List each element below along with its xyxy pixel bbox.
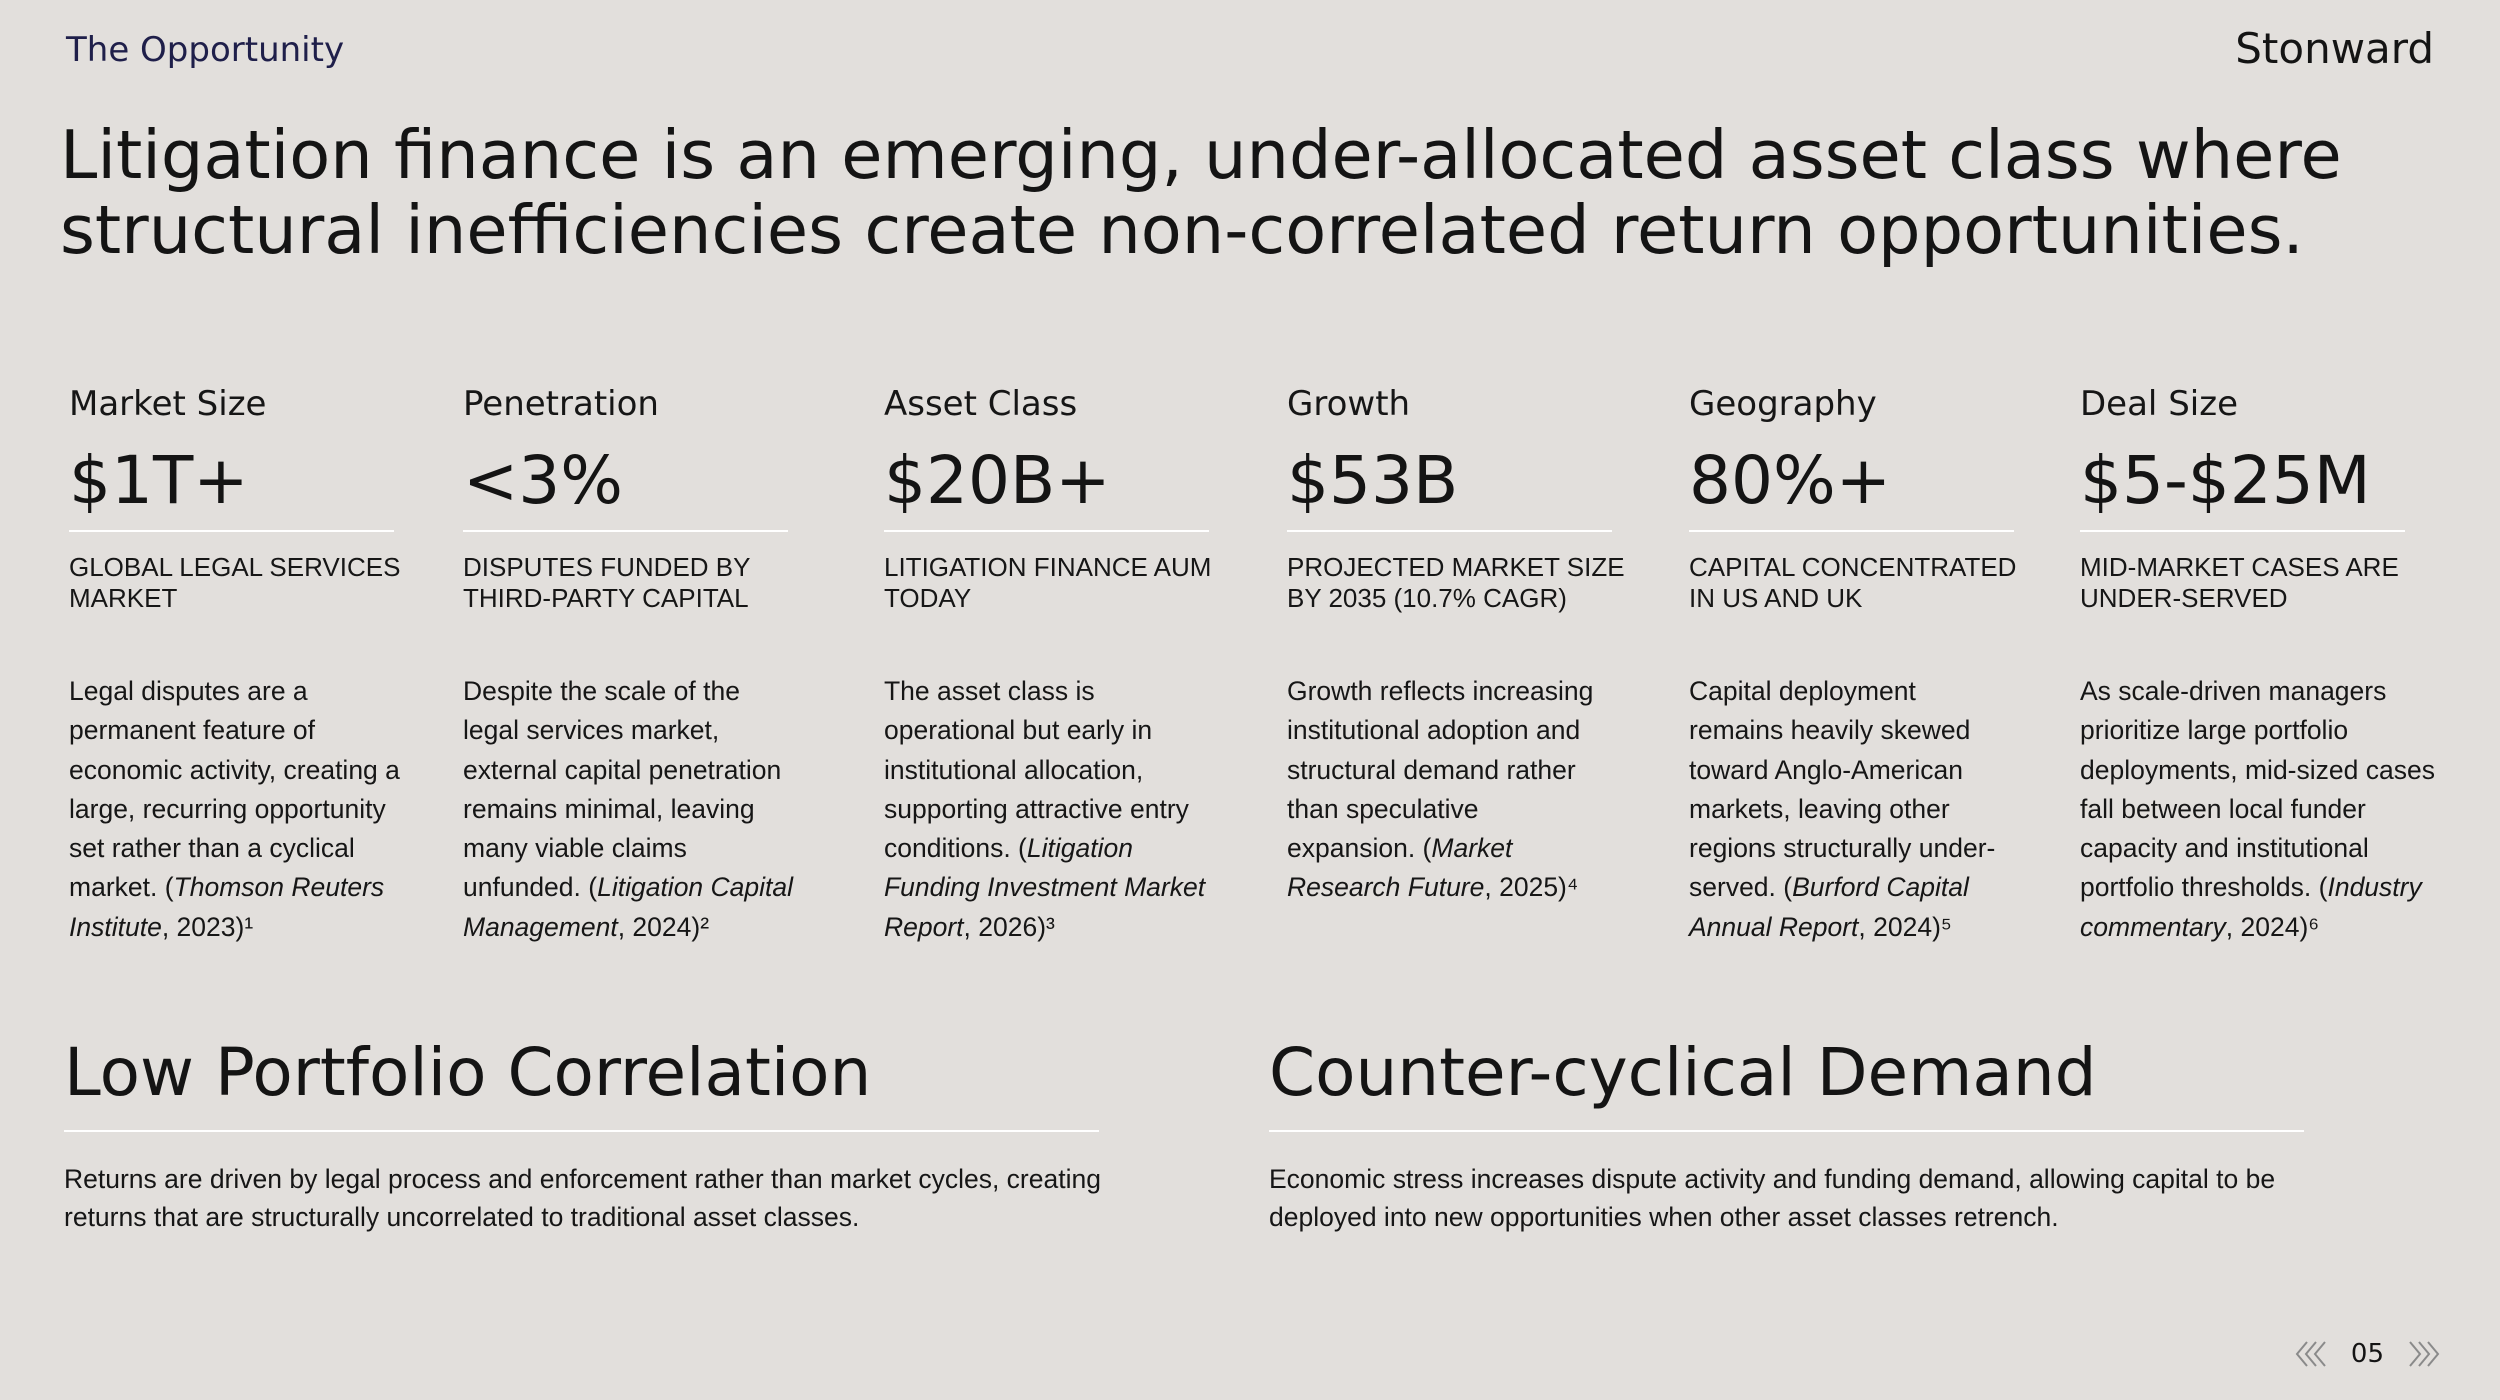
stat-description: The asset class is operational but early in institutional allocation, supporting attractive entry conditions. (Litigation Funding Investment Market Report, 2026)³	[884, 676, 1206, 942]
divider	[69, 530, 394, 532]
stat-growth	[1287, 382, 1627, 614]
divider	[463, 530, 788, 532]
stat-category: Market Size	[69, 384, 267, 424]
double-chevron-right-icon[interactable]	[2406, 1339, 2442, 1369]
stat-value: $1T+	[69, 442, 249, 519]
stat-value: $53B	[1287, 442, 1459, 519]
stat-caption: PROJECTED MARKET SIZE BY 2035 (10.7% CAGR)	[1287, 552, 1625, 613]
divider	[1689, 530, 2014, 532]
stat-deal-size	[2080, 382, 2420, 614]
brand-name: Stonward	[2235, 24, 2434, 73]
divider	[884, 530, 1209, 532]
stat-caption: GLOBAL LEGAL SERVICES MARKET	[69, 552, 401, 613]
stat-category: Asset Class	[884, 384, 1078, 424]
stat-description: Capital deployment remains heavily skewed toward Anglo-American markets, leaving other regions structurally under- served. (Burford Capital Annual Report, 2024)⁵	[1689, 676, 1996, 942]
stat-description: Despite the scale of the legal services market, external capital penetration remains minimal, leaving many viable claims unfunded. (Litigation Capital Management, 2024)²	[463, 676, 794, 942]
divider	[1269, 1130, 2304, 1132]
block-title: Counter-cyclical Demand	[1269, 1034, 2097, 1111]
stat-caption: CAPITAL CONCENTRATED IN US AND UK	[1689, 552, 2017, 613]
divider	[1287, 530, 1612, 532]
stat-asset-class	[884, 382, 1224, 614]
block-text: Returns are driven by legal process and enforcement rather than market cycles, creating returns that are structurally uncorrelated to traditional asset classes.	[64, 1164, 1101, 1232]
stat-value: $5-$25M	[2080, 442, 2371, 519]
double-chevron-left-icon[interactable]	[2293, 1339, 2329, 1369]
stat-value: <3%	[463, 442, 624, 519]
stat-category: Penetration	[463, 384, 659, 424]
stat-market-size	[69, 382, 409, 614]
counter-cyclical-demand-block	[1269, 1030, 2309, 1236]
stat-category: Deal Size	[2080, 384, 2238, 424]
stat-caption: MID-MARKET CASES ARE UNDER-SERVED	[2080, 552, 2399, 613]
stat-penetration	[463, 382, 803, 614]
slide-pager	[2293, 1336, 2442, 1372]
divider	[64, 1130, 1099, 1132]
stat-description: As scale-driven managers prioritize large portfolio deployments, mid-sized cases fall between local funder capacity and institutional portfolio thresholds. (Industry commentary, 2024)⁶	[2080, 676, 2435, 942]
stat-caption: LITIGATION FINANCE AUM TODAY	[884, 552, 1212, 613]
stat-category: Geography	[1689, 384, 1877, 424]
section-label: The Opportunity	[66, 30, 345, 70]
divider	[2080, 530, 2405, 532]
stat-caption: DISPUTES FUNDED BY THIRD-PARTY CAPITAL	[463, 552, 751, 613]
low-portfolio-correlation-block	[64, 1030, 1104, 1236]
stat-value: 80%+	[1689, 442, 1891, 519]
stat-geography	[1689, 382, 2029, 614]
headline: Litigation finance is an emerging, under-allocated asset class where structural inefficiencies create non-correlated return opportunities.	[60, 116, 2342, 269]
stat-description: Growth reflects increasing institutional adoption and structural demand rather than speculative expansion. (Market Research Future, 2025)⁴	[1287, 676, 1594, 903]
stat-description: Legal disputes are a permanent feature of economic activity, creating a large, recurring opportunity set rather than a cyclical market. (Thomson Reuters Institute, 2023)¹	[69, 676, 400, 942]
block-text: Economic stress increases dispute activity and funding demand, allowing capital to be deployed into new opportunities when other asset classes retrench.	[1269, 1164, 2276, 1232]
stat-value: $20B+	[884, 442, 1111, 519]
stat-category: Growth	[1287, 384, 1411, 424]
block-title: Low Portfolio Correlation	[64, 1034, 872, 1111]
page-number: 05	[2350, 1339, 2384, 1369]
